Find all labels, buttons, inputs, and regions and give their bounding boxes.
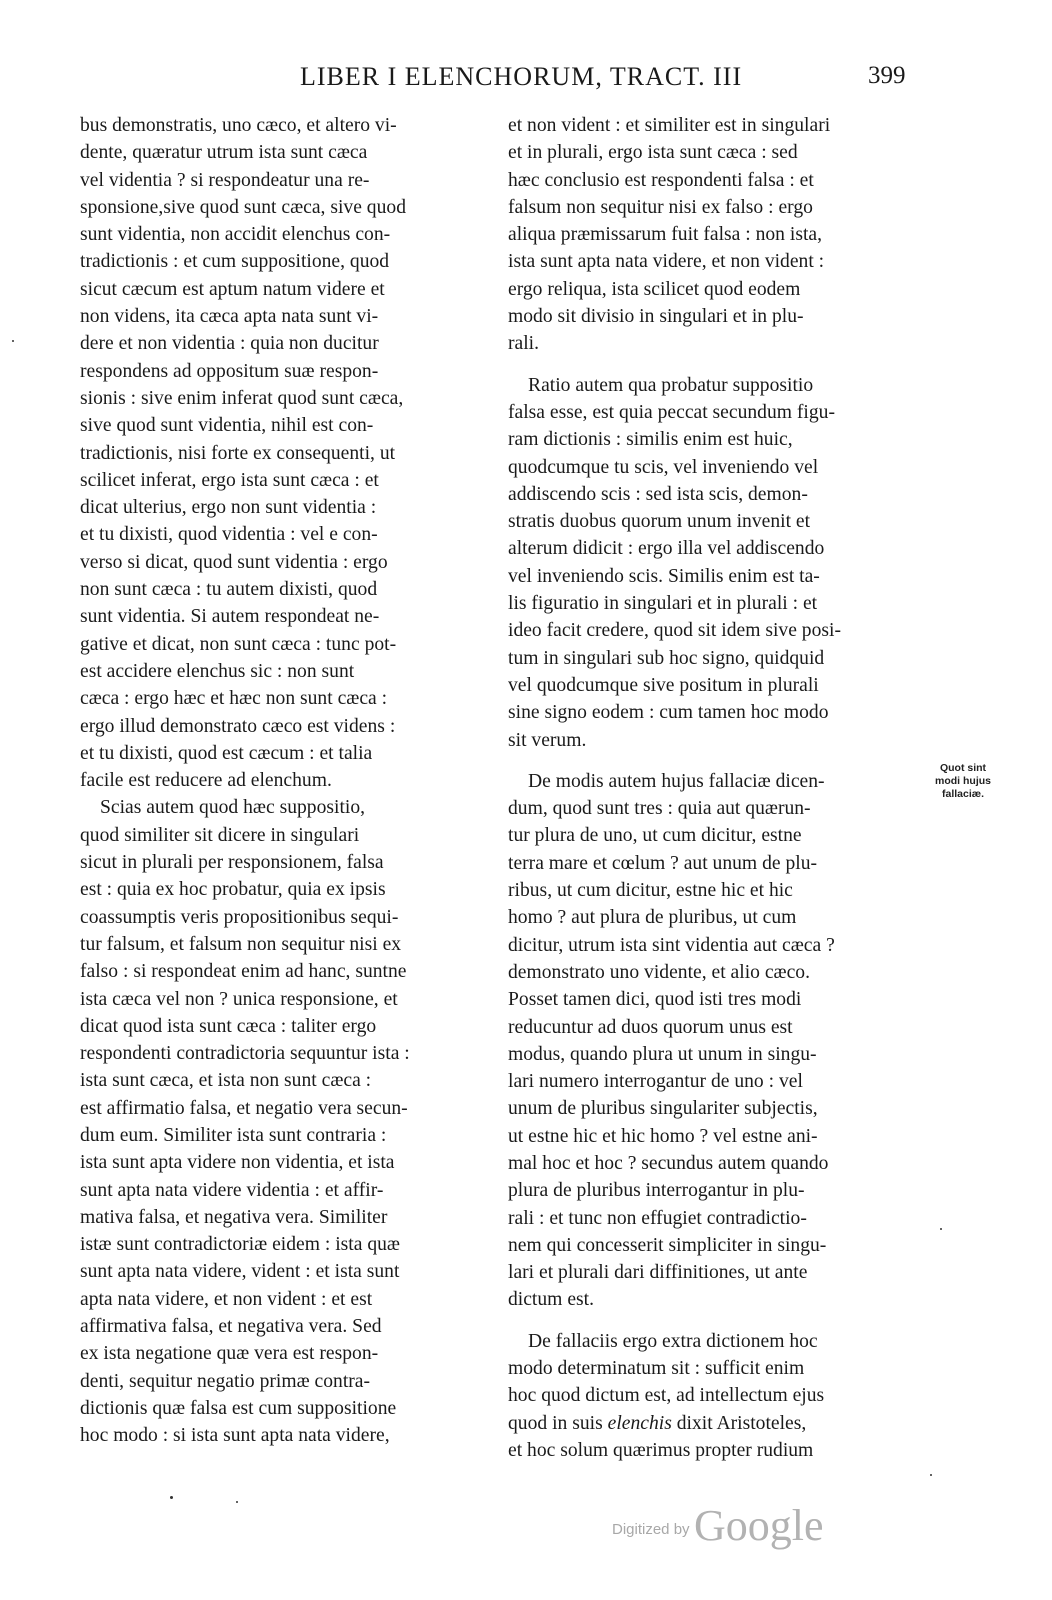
- text-line: tur falsum, et falsum non sequitur nisi ex: [80, 933, 402, 955]
- text-line: affirmativa falsa, et negativa vera. Sed: [80, 1316, 382, 1338]
- digitized-label: Digitized by: [612, 1521, 690, 1538]
- text-line: ista sunt apta nata videre, et non vident :: [508, 251, 825, 273]
- paragraph-right-4: [508, 1328, 918, 1464]
- text-line: et tu dixisti, quod videntia : vel e con-: [80, 524, 378, 546]
- text-line: lis figuratio in singulari et in plurali : et: [508, 593, 818, 615]
- text-line: falso : si respondeat enim ad hanc, suntne: [80, 961, 407, 983]
- text-line: istæ sunt contradictoriæ eidem : ista quæ: [80, 1234, 400, 1256]
- text-line: coassumptis veris propositionibus sequi-: [80, 906, 399, 928]
- text-line: non videns, ita cæca apta nata sunt vi-: [80, 306, 379, 328]
- margin-note-line: fallaciæ.: [941, 788, 985, 800]
- text-line: dum eum. Similiter ista sunt contraria :: [80, 1124, 387, 1146]
- text-line: est accidere elenchus sic : non sunt: [80, 660, 355, 682]
- text-line: sunt videntia. Si autem respondeat ne-: [80, 606, 380, 628]
- text-line: sicut cæcum est aptum natum videre et: [80, 278, 385, 300]
- text-line: scilicet inferat, ergo ista sunt cæca : et: [80, 469, 379, 491]
- paragraph-left-1: [80, 112, 510, 794]
- text-line: ergo illud demonstrato cæco est videns :: [80, 715, 396, 737]
- text-line: respondenti contradictoria sequuntur ista :: [80, 1043, 410, 1065]
- text-line: verso si dicat, quod sunt videntia : ergo: [80, 551, 388, 573]
- paragraph-gap: [508, 358, 918, 372]
- text-line: modus, quando plura ut unum in singu-: [508, 1043, 817, 1065]
- ink-speck: [170, 1496, 173, 1499]
- text-line: ideo facit credere, quod sit idem sive posi-: [508, 620, 841, 642]
- text-line: tum in singulari sub hoc signo, quidquid: [508, 647, 825, 669]
- right-column: [508, 112, 918, 1464]
- text-run: quod in suis: [508, 1412, 608, 1434]
- text-line: sunt videntia, non accidit elenchus con-: [80, 224, 391, 246]
- text-line: ribus, ut cum dicitur, estne hic et hic: [508, 880, 793, 902]
- text-line: denti, sequitur negatio primæ contra-: [80, 1370, 371, 1392]
- italic-word-elenchis: elenchis: [607, 1412, 672, 1434]
- text-line: dictionis quæ falsa est cum suppositione: [80, 1397, 397, 1419]
- text-line: lari et plurali dari diffinitiones, ut ante: [508, 1262, 808, 1284]
- text-line: et tu dixisti, quod est cæcum : et talia: [80, 742, 373, 764]
- text-line: Ratio autem qua probatur suppositio: [528, 374, 814, 396]
- text-line: tradictionis : et cum suppositione, quod: [80, 251, 390, 273]
- ink-speck: [930, 1474, 932, 1476]
- text-line-with-italic: [508, 1410, 918, 1437]
- text-line: ram dictionis : similis enim est huic,: [508, 429, 793, 451]
- text-line: quodcumque tu scis, vel inveniendo vel: [508, 456, 819, 478]
- text-line: ut estne hic et hic homo ? vel estne ani-: [508, 1125, 818, 1147]
- text-line: De fallaciis ergo extra dictionem hoc: [528, 1330, 818, 1352]
- text-line: terra mare et cœlum ? aut unum de plu-: [508, 852, 818, 874]
- text-line: nem qui concesserit simpliciter in singu-: [508, 1234, 827, 1256]
- text-line: alterum didicit : ergo illa vel addiscendo: [508, 538, 825, 560]
- margin-note: [922, 762, 1004, 801]
- text-line: lari numero interrogantur de uno : vel: [508, 1071, 803, 1093]
- text-line: et non vident : et similiter est in singulari: [508, 115, 831, 136]
- text-line: Scias autem quod hæc suppositio,: [100, 797, 366, 819]
- paragraph-right-3: [508, 768, 918, 1314]
- text-line: aliqua præmissarum fuit falsa : non ista,: [508, 224, 822, 246]
- text-line: vel quodcumque sive positum in plurali: [508, 674, 819, 696]
- text-line: mativa falsa, et negativa vera. Similiter: [80, 1206, 388, 1228]
- text-line: quod similiter sit dicere in singulari: [80, 824, 360, 846]
- ink-speck: [236, 1501, 238, 1503]
- text-line: dictum est.: [508, 1289, 594, 1311]
- text-line: modo sit divisio in singulari et in plu-: [508, 306, 804, 328]
- text-line: hoc modo : si ista sunt apta nata videre,: [80, 1425, 390, 1447]
- text-line: plura de pluribus interrogantur in plu-: [508, 1180, 805, 1202]
- text-line: sine signo eodem : cum tamen hoc modo: [508, 702, 829, 724]
- text-line: stratis duobus quorum unum invenit et: [508, 511, 811, 533]
- margin-note-line: modi hujus: [935, 775, 991, 787]
- text-line: falsa esse, est quia peccat secundum figu-: [508, 401, 835, 423]
- text-line: dicat quod ista sunt cæca : taliter ergo: [80, 1015, 377, 1037]
- text-line: tur plura de uno, ut cum dicitur, estne: [508, 825, 802, 847]
- text-line: tradictionis, nisi forte ex consequenti, ut: [80, 442, 396, 464]
- running-title: LIBER I ELENCHORUM, TRACT. III: [300, 62, 743, 91]
- text-line: sicut in plurali per responsionem, falsa: [80, 852, 384, 874]
- text-line: dum, quod sunt tres : quia aut quærun-: [508, 798, 811, 820]
- text-line: De modis autem hujus fallaciæ dicen-: [528, 770, 825, 792]
- text-line: mal hoc et hoc ? secundus autem quando: [508, 1152, 829, 1174]
- text-line: est : quia ex hoc probatur, quia ex ipsis: [80, 879, 386, 901]
- text-line: dere et non videntia : quia non ducitur: [80, 333, 379, 355]
- text-line: dicitur, utrum ista sint videntia aut cæca ?: [508, 934, 835, 956]
- paragraph-gap: [508, 1314, 918, 1328]
- text-line: vel videntia ? si respondeatur una re-: [80, 169, 370, 191]
- text-line: hæc conclusio est respondenti falsa : et: [508, 169, 814, 191]
- text-line: bus demonstratis, uno cæco, et altero vi-: [80, 115, 397, 136]
- text-line: sit verum.: [508, 729, 587, 751]
- text-line: facile est reducere ad elenchum.: [80, 770, 332, 792]
- text-line: ergo reliqua, ista scilicet quod eodem: [508, 278, 801, 300]
- text-line: sunt apta nata videre, vident : et ista sunt: [80, 1261, 400, 1283]
- text-line: gative et dicat, non sunt cæca : tunc pot-: [80, 633, 397, 655]
- text-line: ista sunt cæca, et ista non sunt cæca :: [80, 1070, 372, 1092]
- text-line: modo determinatum sit : sufficit enim: [508, 1358, 805, 1380]
- text-line: cæca : ergo hæc et hæc non sunt cæca :: [80, 688, 388, 710]
- paragraph-left-2: [80, 794, 510, 1449]
- text-line: rali : et tunc non effugiet contradictio-: [508, 1207, 807, 1229]
- text-line: respondens ad oppositum suæ respon-: [80, 360, 379, 382]
- text-line: ex ista negatione quæ vera est respon-: [80, 1343, 379, 1365]
- text-run: dixit Aristoteles,: [671, 1412, 807, 1434]
- left-column: [80, 112, 510, 1450]
- paragraph-right-2: [508, 372, 918, 754]
- text-line: ista sunt apta videre non videntia, et ista: [80, 1152, 395, 1174]
- ink-speck: [12, 340, 14, 342]
- text-line: Posset tamen dici, quod isti tres modi: [508, 989, 802, 1011]
- text-line: unum de pluribus singulariter subjectis,: [508, 1098, 818, 1120]
- text-line: ista cæca vel non ? unica responsione, et: [80, 988, 398, 1010]
- text-line: apta nata videre, et non vident : et est: [80, 1288, 373, 1310]
- text-line: vel inveniendo scis. Similis enim est ta-: [508, 565, 820, 587]
- ink-speck: [940, 1228, 942, 1230]
- text-line: sive quod sunt videntia, nihil est con-: [80, 415, 374, 437]
- text-line: reducuntur ad duos quorum unus est: [508, 1016, 793, 1038]
- text-line: et hoc solum quærimus propter rudium: [508, 1439, 814, 1461]
- paragraph-gap: [508, 754, 918, 768]
- margin-note-line: Quot sint: [939, 762, 987, 774]
- text-line: homo ? aut plura de pluribus, ut cum: [508, 907, 797, 929]
- page-header: [0, 62, 1052, 102]
- text-line: sunt apta nata videre videntia : et affir-: [80, 1179, 384, 1201]
- text-line: hoc quod dictum est, ad intellectum ejus: [508, 1385, 825, 1407]
- text-line: et in plurali, ergo ista sunt cæca : sed: [508, 142, 798, 164]
- text-line: rali.: [508, 333, 540, 355]
- text-line: demonstrato uno vidente, et alio cæco.: [508, 961, 810, 983]
- paragraph-right-1: [508, 112, 918, 358]
- text-line: sionis : sive enim inferat quod sunt cæca,: [80, 387, 404, 409]
- page-number: 399: [868, 62, 906, 89]
- text-line: est affirmatio falsa, et negatio vera secun-: [80, 1097, 408, 1119]
- text-line: sponsione,sive quod sunt cæca, sive quod: [80, 196, 406, 218]
- text-line: falsum non sequitur nisi ex falso : ergo: [508, 196, 813, 218]
- text-line: dente, quæratur utrum ista sunt cæca: [80, 142, 368, 164]
- google-wordmark: Google: [694, 1501, 824, 1550]
- digitized-watermark: [612, 1500, 824, 1551]
- text-line: addiscendo scis : sed ista scis, demon-: [508, 483, 808, 505]
- text-line: dicat ulterius, ergo non sunt videntia :: [80, 497, 377, 519]
- text-line: non sunt cæca : tu autem dixisti, quod: [80, 579, 378, 601]
